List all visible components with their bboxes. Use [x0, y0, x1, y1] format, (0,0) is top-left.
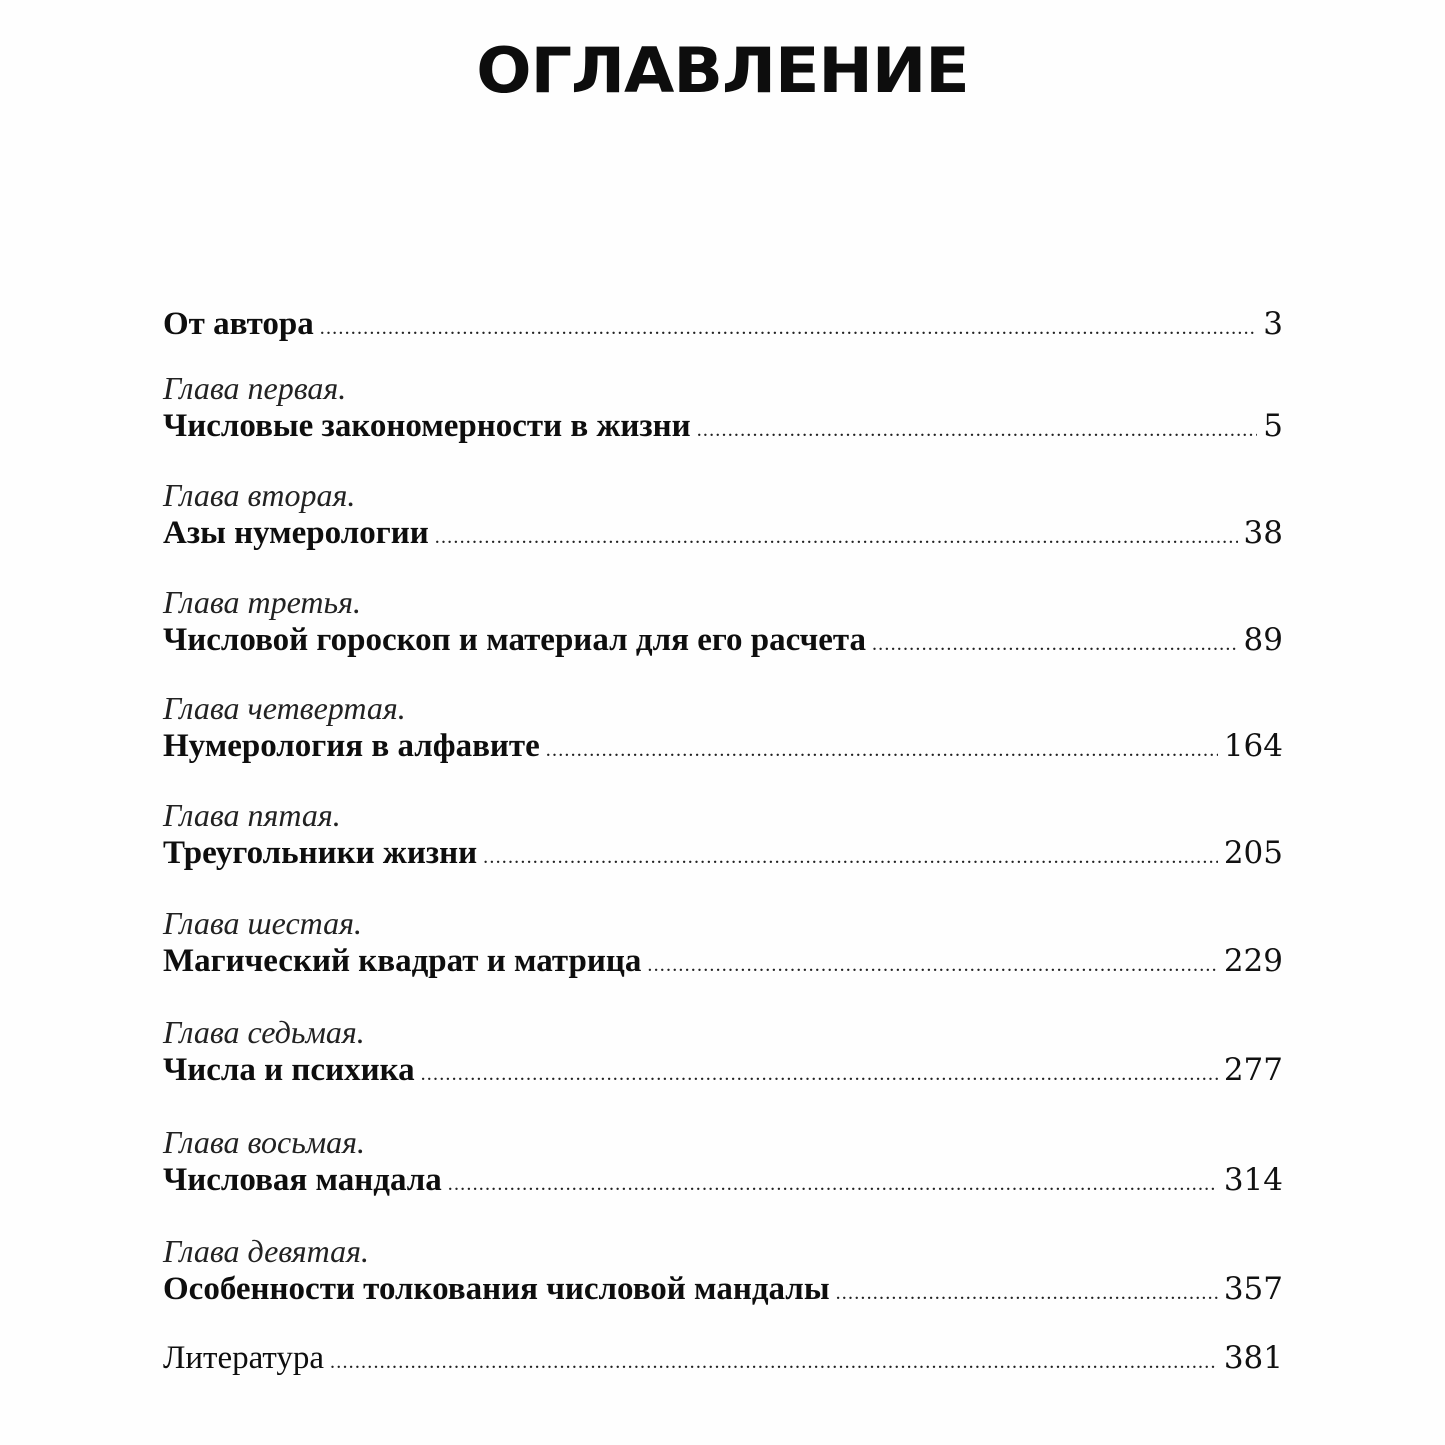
- toc-page-number: 164: [1223, 728, 1283, 764]
- toc-entry-chapter-9: [163, 1233, 1283, 1313]
- toc-entry-title: Числовая мандала: [163, 1162, 442, 1198]
- dot-leader: [483, 837, 1218, 877]
- dot-leader: [697, 410, 1258, 450]
- toc-entry-title: Особенности толкования числовой мандалы: [163, 1271, 830, 1307]
- toc-page-number: 357: [1223, 1271, 1283, 1307]
- chapter-label: Глава вторая.: [163, 477, 356, 513]
- toc-page-number: 3: [1263, 306, 1283, 342]
- toc-entry-title: Числа и психика: [163, 1052, 415, 1088]
- toc-entry-chapter-7: [163, 1014, 1283, 1094]
- dot-leader: [435, 517, 1238, 557]
- chapter-label: Глава девятая.: [163, 1233, 370, 1269]
- toc-entry-title: Треугольники жизни: [163, 835, 478, 871]
- toc-page-number: 89: [1243, 622, 1283, 658]
- toc-entry-title: Нумерология в алфавите: [163, 728, 540, 764]
- toc-entry-chapter-8: [163, 1124, 1283, 1204]
- dot-leader: [546, 730, 1218, 770]
- toc-page-number: 38: [1243, 515, 1283, 551]
- toc-entry-chapter-3: [163, 584, 1283, 664]
- dot-leader: [448, 1164, 1218, 1204]
- toc-entry-chapter-1: [163, 370, 1283, 450]
- toc-entry-title: Литература: [163, 1340, 325, 1376]
- dot-leader: [421, 1054, 1218, 1094]
- toc-entry-chapter-4: [163, 690, 1283, 770]
- toc-entry-title: Магический квадрат и матрица: [163, 943, 642, 979]
- toc-entry-title: От автора: [163, 306, 314, 342]
- dot-leader: [330, 1342, 1218, 1382]
- toc-entry-title: Числовые закономерности в жизни: [163, 408, 691, 444]
- chapter-label: Глава шестая.: [163, 905, 363, 941]
- toc-page-number: 5: [1263, 408, 1283, 444]
- toc-page-number: 314: [1223, 1162, 1283, 1198]
- chapter-label: Глава восьмая.: [163, 1124, 366, 1160]
- toc-entry-chapter-6: [163, 905, 1283, 985]
- toc-page-number: 381: [1223, 1340, 1283, 1376]
- chapter-label: Глава седьмая.: [163, 1014, 365, 1050]
- chapter-label: Глава четвертая.: [163, 690, 406, 726]
- toc-page-number: 229: [1223, 943, 1283, 979]
- toc-page-number: 277: [1223, 1052, 1283, 1088]
- dot-leader: [647, 945, 1217, 985]
- chapter-label: Глава третья.: [163, 584, 361, 620]
- toc-entry-chapter-5: [163, 797, 1283, 877]
- toc-page-number: 205: [1223, 835, 1283, 871]
- dot-leader: [872, 624, 1238, 664]
- toc-entry-title: Числовой гороскоп и материал для его расчета: [163, 622, 866, 658]
- chapter-label: Глава первая.: [163, 370, 347, 406]
- dot-leader: [836, 1273, 1218, 1313]
- page-title: ОГЛАВЛЕНИЕ: [476, 34, 969, 107]
- dot-leader: [320, 308, 1258, 348]
- chapter-label: Глава пятая.: [163, 797, 341, 833]
- toc-entry-title: Азы нумерологии: [163, 515, 429, 551]
- toc-entry-author: [163, 304, 1283, 348]
- toc-entry-literature: [163, 1338, 1283, 1382]
- toc-entry-chapter-2: [163, 477, 1283, 557]
